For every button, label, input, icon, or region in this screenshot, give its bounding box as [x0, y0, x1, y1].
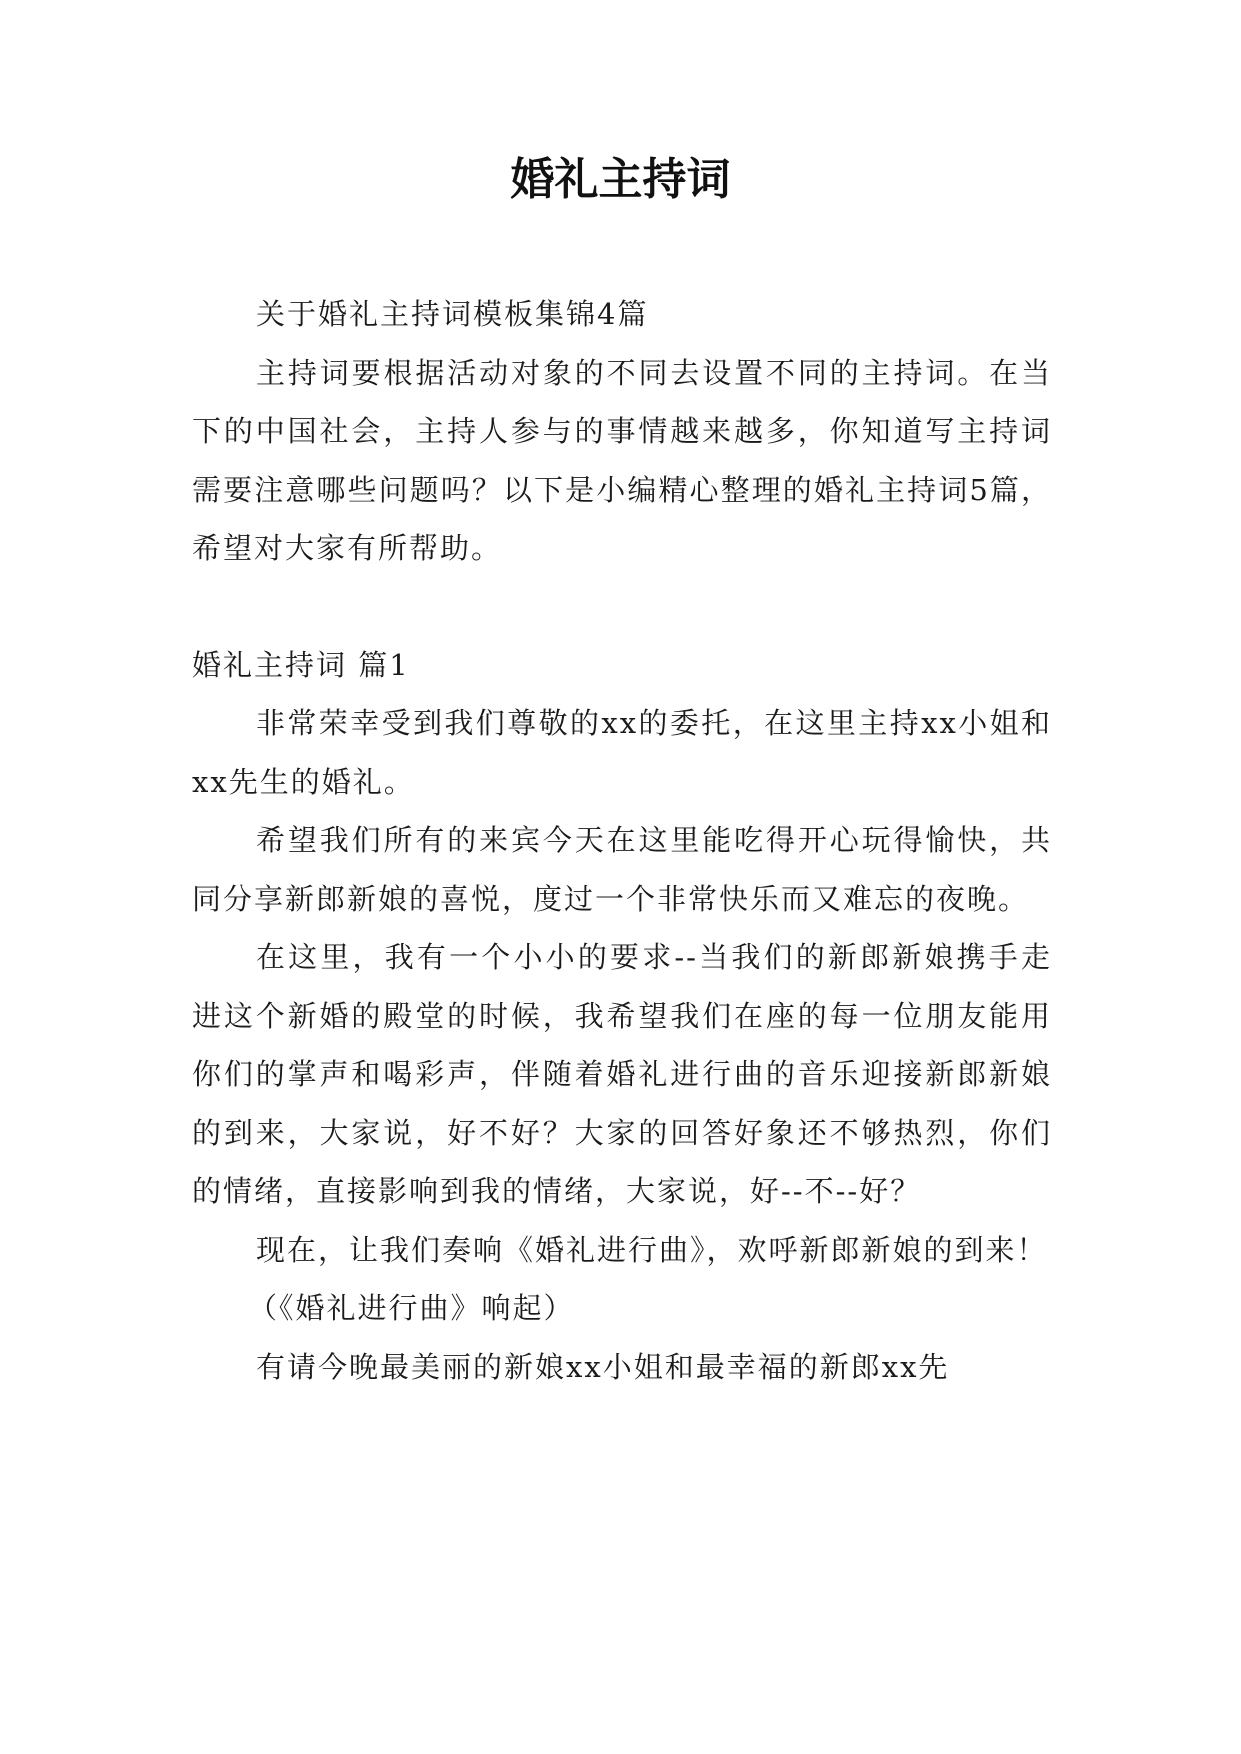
body-paragraph: 现在，让我们奏响《婚礼进行曲》，欢呼新郎新娘的到来！ — [256, 1232, 1048, 1267]
section-spacer — [192, 578, 1052, 636]
stage-direction: （《婚礼进行曲》响起） — [248, 1291, 575, 1325]
document-body — [192, 285, 1052, 1396]
body-paragraph: 希望我们所有的来宾今天在这里能吃得开心玩得愉快，共同分享新郎新娘的喜悦，度过一个非常快乐而又难忘的夜晚。 — [192, 823, 1052, 916]
section-heading: 婚礼主持词 篇1 — [192, 647, 410, 682]
document-title: 婚礼主持词 — [510, 154, 731, 205]
intro-paragraph: 主持词要根据活动对象的不同去设置不同的主持词。在当下的中国社会，主持人参与的事情越来越多，你知道写主持词需要注意哪些问题吗？以下是小编精心整理的婚礼主持词5篇，希望对大家有所帮助。 — [192, 355, 1052, 565]
body-paragraph: 非常荣幸受到我们尊敬的xx的委托，在这里主持xx小姐和xx先生的婚礼。 — [192, 706, 1052, 799]
body-paragraph: 在这里，我有一个小小的要求--当我们的新郎新娘携手走进这个新婚的殿堂的时候，我希望我们在座的每一位朋友能用你们的掌声和喝彩声，伴随着婚礼进行曲的音乐迎接新郎新娘的到来，大家说，好不好？大家的回答好象还不够热烈，你们的情绪，直接影响到我的情绪，大家说，好--不--好？ — [192, 940, 1052, 1208]
body-paragraph: 有请今晚最美丽的新娘xx小姐和最幸福的新郎xx先 — [256, 1349, 950, 1384]
document-subtitle: 关于婚礼主持词模板集锦4篇 — [256, 297, 649, 331]
